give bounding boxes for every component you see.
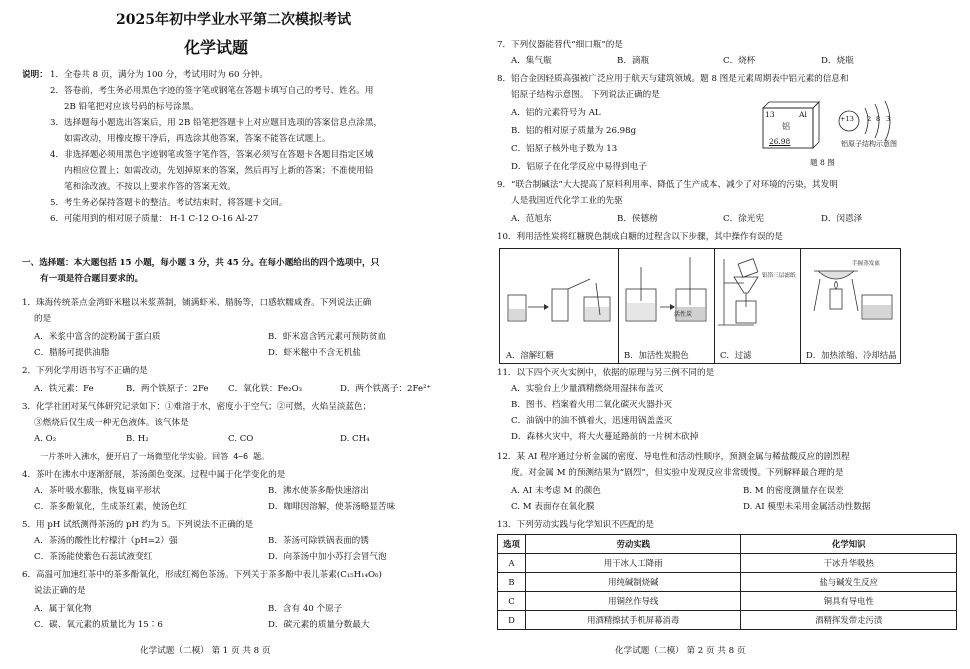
shell-2-count: 8: [876, 115, 881, 123]
q9-option-a[interactable]: A．范旭东: [511, 214, 552, 224]
q7-option-c[interactable]: C．烧杯: [723, 56, 756, 66]
q4-option-a[interactable]: A．茶叶吸水膨胀，恢复扁平形状: [34, 486, 161, 496]
row-practice: 用干冰人工降雨: [525, 554, 741, 573]
q6-option-a[interactable]: A．属于氧化物: [34, 604, 92, 614]
row-knowledge: 铜具有导电性: [741, 592, 957, 611]
q10-panel-c[interactable]: [714, 249, 801, 363]
row-knowledge: 干冰升华吸热: [741, 554, 957, 573]
shell-1-count: 2: [867, 115, 872, 123]
q9-option-c[interactable]: C．徐光宪: [723, 214, 764, 224]
q13-table: [497, 534, 957, 630]
question-12-cont: 度。对金属 M 的预测结果为“剧烈”，但实验中发现反应非常缓慢。下列解释最合理的是: [511, 468, 844, 478]
exam-subtitle: 化学试题: [184, 38, 249, 57]
nucleus-charge: +13: [840, 115, 854, 123]
question-2: 2．下列化学用语书写不正确的是: [22, 366, 148, 376]
q6-option-c[interactable]: C．碳、氧元素的质量比为 15∶6: [34, 620, 163, 630]
table-row[interactable]: [498, 592, 957, 611]
q7-option-d[interactable]: D．烧瓶: [821, 56, 854, 66]
question-11: 11．以下四个灭火实例中，依据的原理与另三例不同的是: [497, 368, 715, 378]
q2-option-a[interactable]: A．铁元素：Fe: [34, 384, 94, 394]
page-footer: 化学试题（二模） 第 2 页 共 8 页: [615, 646, 746, 656]
q8-option-c[interactable]: C．铝原子核外电子数为 13: [511, 144, 618, 154]
element-name: 铝: [782, 122, 790, 131]
row-practice: 用纯碱制烧碱: [525, 573, 741, 592]
q2-option-d[interactable]: D．两个铁离子：2Fe²⁺: [340, 384, 432, 394]
question-8: 8．铝合金因轻质高强被广泛应用于航天与建筑领域。题 8 图是元素周期表中铝元素的信息和: [497, 74, 849, 84]
note-line: 1．全卷共 8 页，满分为 100 分，考试用时为 60 分钟。: [50, 70, 268, 80]
q10-label-a: A．溶解红糖: [506, 349, 554, 360]
question-4: 4．茶叶在沸水中逐渐舒展，茶汤颜色变深。过程中属于化学变化的是: [22, 470, 286, 480]
q6-option-b[interactable]: B．含有 40 个原子: [268, 604, 343, 614]
q12-option-b[interactable]: B. M 的密度测量存在误差: [743, 486, 844, 496]
note-line: 4．非选择题必须用黑色字迹钢笔或签字笔作答，答案必须写在答题卡各题目指定区域: [50, 150, 374, 160]
row-option: B: [498, 573, 526, 592]
q1-option-c[interactable]: C．腊肠可提供油脂: [34, 348, 110, 358]
q5-option-a[interactable]: A．茶汤的酸性比柠檬汁（pH=2）强: [34, 536, 178, 546]
q7-option-a[interactable]: A．集气瓶: [511, 56, 552, 66]
row-option: D: [498, 611, 526, 630]
q4-option-c[interactable]: C．茶多酚氧化，生成茶红素，使汤色红: [34, 502, 187, 512]
row-knowledge: 酒精挥发带走污渍: [741, 611, 957, 630]
q10-label-b: B．加活性炭脱色: [624, 349, 689, 360]
q5-option-d[interactable]: D．向茶汤中加小苏打会冒气泡: [268, 552, 387, 562]
question-3: 3．化学社团对某气体研究记录如下：①难溶于水，密度小于空气；②可燃，火焰呈淡蓝色；: [22, 402, 372, 412]
q10-panel-d[interactable]: [800, 249, 900, 363]
q11-option-d[interactable]: D．森林火灾中，将大火蔓延路前的一片树木砍掉: [511, 432, 699, 442]
question-6: 6．高温可加速红茶中的茶多酚氧化，形成红褐色茶汤。下列关于茶多酚中表儿茶素(C₁₅H₁₄O₆): [22, 570, 382, 580]
row-option: A: [498, 554, 526, 573]
row-practice: 用铜丝作导线: [525, 592, 741, 611]
note-line: 5．考生务必保持答题卡的整洁。考试结束时，将答题卡交回。: [50, 198, 288, 208]
evaporating-dish-label: 手握蒸发皿: [852, 261, 880, 267]
decolorize-illustration: [618, 249, 714, 341]
q3-option-a[interactable]: A. O₂: [34, 434, 57, 444]
q9-option-b[interactable]: B．侯德榜: [617, 214, 658, 224]
question-3-cont: ③燃烧后仅生成一种无色液体。该气体是: [34, 418, 189, 428]
page-footer: 化学试题（二模） 第 1 页 共 8 页: [140, 646, 271, 656]
note-line: 笔和涂改液。不按以上要求作答的答案无效。: [64, 182, 236, 192]
header-option: 选项: [498, 535, 526, 554]
q2-option-b[interactable]: B．两个铁原子：2Fe: [126, 384, 209, 394]
q4-option-d[interactable]: D．咖啡因溶解，使茶汤略显苦味: [268, 502, 396, 512]
q3-option-d[interactable]: D. CH₄: [340, 434, 370, 444]
note-line: 2B 铅笔把对应该号码的标号涂黑。: [64, 102, 199, 112]
question-6-cont: 说法正确的是: [34, 586, 86, 596]
question-13: 13．下列劳动实践与化学知识不匹配的是: [497, 520, 655, 530]
note-line: 2．答卷前，考生务必用黑色字迹的签字笔或钢笔在答题卡填写自己的考号、姓名。用: [50, 86, 374, 96]
header-knowledge: 化学知识: [741, 535, 957, 554]
shell-3-count: 3: [886, 115, 891, 123]
q10-figure: [499, 248, 901, 364]
note-line: 6．可能用到的相对原子质量： H-1 C-12 O-16 Al-27: [50, 214, 259, 224]
q11-option-c[interactable]: C．油锅中的油不慎着火，迅速用锅盖盖灭: [511, 416, 673, 426]
table-row[interactable]: [498, 573, 957, 592]
q5-option-c[interactable]: C．茶汤能使紫色石蕊试液变红: [34, 552, 153, 562]
table-row[interactable]: [498, 554, 957, 573]
q1-option-a[interactable]: A．米浆中富含的淀粉属于蛋白质: [34, 332, 161, 342]
q8-option-d[interactable]: D．铝原子在化学反应中易得到电子: [511, 162, 647, 172]
filter-illustration: [714, 249, 800, 341]
question-9-cont: 人是我国近代化学工业的先驱: [511, 196, 623, 206]
q6-option-d[interactable]: D．碳元素的质量分数最大: [268, 620, 370, 630]
question-9: 9．“联合制碱法”大大提高了原料利用率、降低了生产成本、减少了对环境的污染，其发明: [497, 180, 838, 190]
page-right: [485, 0, 970, 669]
question-10: 10．利用活性炭将红糖脱色制成白糖的过程含以下步骤，其中操作有误的是: [497, 232, 783, 242]
row-knowledge: 盐与碱发生反应: [741, 573, 957, 592]
q1-option-d[interactable]: D．虾米糍中不含无机盐: [268, 348, 361, 358]
q10-label-c: C．过滤: [720, 349, 752, 360]
q8-option-a[interactable]: A．铝的元素符号为 AL: [511, 108, 601, 118]
row-practice: 用酒精擦拭手机屏幕消毒: [525, 611, 741, 630]
atom-diagram-label: 铝原子结构示意图: [841, 140, 897, 148]
q10-label-d: D．加热浓缩、冷却结晶: [806, 349, 897, 360]
question-1: 1．珠海传统茶点金湾虾米糍以米浆蒸制，铺满虾米、腊肠等，口感软糯咸香。下列说法正确: [22, 298, 372, 308]
q11-option-a[interactable]: A．实验台上少量酒精燃烧用湿抹布盖灭: [511, 384, 664, 394]
notes-label: 说明：: [22, 70, 48, 80]
q3-option-c[interactable]: C. CO: [228, 434, 254, 444]
q7-option-b[interactable]: B．滴瓶: [617, 56, 650, 66]
dissolve-illustration: [500, 249, 618, 341]
q12-option-a[interactable]: A. AI 未考虑 M 的颜色: [511, 486, 601, 496]
carbon-label: 活性炭: [674, 311, 693, 318]
q12-option-c[interactable]: C. M 表面存在氧化膜: [511, 502, 595, 512]
table-header-row: [498, 535, 957, 554]
question-12: 12．某 AI 程序通过分析金属的密度、导电性和活动性顺序，预测金属与稀盐酸反应的剧烈程: [497, 452, 850, 462]
q8-option-b[interactable]: B．铝的相对原子质量为 26.98g: [511, 126, 637, 136]
note-line: 如需改动，用橡皮擦干净后，再选涂其他答案，答案不能答在试题上。: [64, 134, 331, 144]
question-1-cont: 的是: [34, 314, 52, 324]
q11-option-b[interactable]: B．图书、档案着火用二氧化碳灭火器扑灭: [511, 400, 673, 410]
q9-option-d[interactable]: D．闵恩泽: [821, 214, 863, 224]
header-practice: 劳动实践: [525, 535, 741, 554]
atomic-number: 13: [765, 110, 775, 119]
q10-panel-a[interactable]: [500, 249, 619, 363]
table-row[interactable]: [498, 611, 957, 630]
q4-option-b[interactable]: B．沸水使茶多酚快速溶出: [268, 486, 369, 496]
q5-option-b[interactable]: B．茶汤可除铁锅表面的锈: [268, 536, 369, 546]
figure-caption: 题 8 图: [810, 158, 835, 167]
evaporate-illustration: [800, 249, 900, 341]
note-line: 内相应位置上；如需改动，先划掉原来的答案，然后再写上新的答案；不准使用铅: [64, 166, 374, 176]
exam-title: 2025年初中学业水平第二次模拟考试: [116, 12, 351, 28]
q1-option-b[interactable]: B．虾米富含钙元素可预防贫血: [268, 332, 387, 342]
section-heading: 一、选择题：本大题包括 15 小题，每小题 3 分，共 45 分。在每小题给出的四个选项中，只: [22, 258, 380, 268]
question-5: 5．用 pH 试纸测得茶汤的 pH 约为 5。下列说法不正确的是: [22, 520, 254, 530]
q12-option-d[interactable]: D. AI 模型未采用金属活动性数据: [743, 502, 871, 512]
section-heading-cont: 有一项是符合题目要求的。: [40, 274, 144, 284]
row-option: C: [498, 592, 526, 611]
passage-note: 一片茶叶入沸水，便开启了一场微型化学实验。回答 4~6 题。: [40, 451, 270, 461]
filter-paper-label: 铝箔三层滤纸: [762, 273, 796, 279]
atomic-mass: 26.98: [769, 137, 791, 146]
q3-option-b[interactable]: B. H₂: [126, 434, 149, 444]
q2-option-c[interactable]: C．氧化铁：Fe₂O₃: [228, 384, 303, 394]
element-symbol: Al: [799, 110, 807, 119]
question-8-cont: 铝原子结构示意图。 下列说法正确的是: [511, 90, 660, 100]
question-7: 7．下列仪器能替代“细口瓶”的是: [497, 40, 623, 50]
note-line: 3．选择题每小题选出答案后，用 2B 铅笔把答题卡上对应题目选项的答案信息点涂黑，: [50, 118, 383, 128]
q10-panel-b[interactable]: [618, 249, 715, 363]
